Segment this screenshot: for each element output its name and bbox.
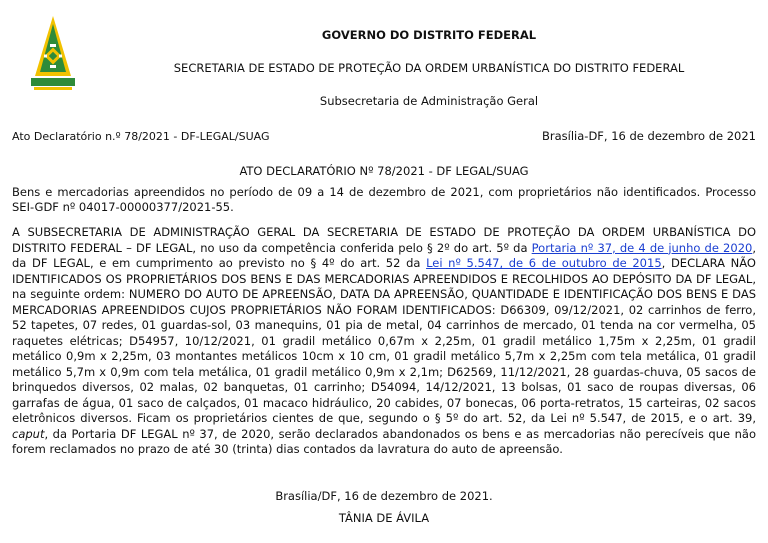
body-paragraph bbox=[12, 225, 756, 458]
document-date: Brasília-DF, 16 de dezembro de 2021 bbox=[542, 129, 756, 143]
portaria-link[interactable]: Portaria nº 37, de 4 de junho de 2020 bbox=[531, 240, 753, 255]
body-intro-text: A SUBSECRETARIA DE ADMINISTRAÇÃO GERAL DA SECRETARIA DE ESTADO DE PROTEÇÃO DA ORDEM URBANÍSTICA DO DISTRITO FEDERAL – DF LEGAL, no uso da competência conferida pelo § 2º do art. 5º da bbox=[12, 225, 756, 255]
header-secretariat: SECRETARIA DE ESTADO DE PROTEÇÃO DA ORDEM URBANÍSTICA DO DISTRITO FEDERAL bbox=[173, 61, 685, 75]
gdf-emblem-icon bbox=[30, 14, 76, 104]
summary-paragraph: Bens e mercadorias apreendidos no período de 09 a 14 de dezembro de 2021, com proprietários não identificados. Processo SEI-GDF nº 04017-00000377/2021-55. bbox=[12, 185, 756, 214]
signatory-name: TÂNIA DE ÁVILA bbox=[338, 511, 430, 525]
body-list-text: , DECLARA NÃO IDENTIFICADOS OS PROPRIETÁRIOS DOS BENS E DAS MERCADORIAS APREENDIDOS E RECOLHIDOS AO DEPÓSITO DA DF LEGAL, na seguinte ordem: NUMERO DO AUTO DE APREENSÃO, DATA DA APREENSÃO, QUANTIDADE E IDENTIFICAÇÃO DOS BENS E DAS MERCADORIAS APREENDIDOS CUJOS PROPRIETÁRIOS NÃO FORAM IDENTIFICADOS: D66309, 09/12/2021, 02 carrinhos de ferro, 52 tapetes, 07 redes, 01 guardas-sol, 03 manequins, 01 pia de metal, 04 carrinhos de mercado, 01 tenda na cor vermelha, 05 raquetes elétricas; D54957, 10/12/2021, 01 gradil metálico 0,67m x 2,25m, 01 gradil metálico 1,75m x 2,25m, 01 gradil metálico 0,9m x 2,25m, 03 montantes metálicos 10cm x 10 cm, 01 gradil metálico 5,7m x 2,25m com tela metálica, 01 gradil metálico 5,7m x 0,9m com tela metálica, 01 gradil metálico 0,9m x 2,1m; D62569, 11/12/2021, 28 guardas-chuva, 05 sacos de brinquedos diversos, 02 malas, 02 banquetas, 01 carrinho; D54094, 14/12/2021, 13 bolsas, 01 saco de roupas diversas, 06 garrafas de água, 01 saco de calçados, 01 macaco hidráulico, 20 cabides, 07 bonecas, 06 porta-retratos, 15 carteiras, 02 sacos eletrônicos diversos. Ficam os proprietários cientes de que, segundo o § 5º do art. 52, da Lei nº 5.547, de 2015, e o art. 39, bbox=[12, 256, 756, 425]
lei-link[interactable]: Lei nº 5.547, de 6 de outubro de 2015 bbox=[426, 256, 662, 270]
body-mid-text: , da DF LEGAL, e em cumprimento ao previsto no § 4º do art. 52 da bbox=[12, 240, 756, 270]
body-end-text: , da Portaria DF LEGAL nº 37, de 2020, serão declarados abandonados os bens e as mercadorias não perecíveis que não forem reclamados no prazo de até 30 (trinta) dias contados da lavratura do auto de apreensão. bbox=[12, 426, 756, 456]
header-subsecretariat: Subsecretaria de Administração Geral bbox=[319, 94, 539, 108]
document-title: ATO DECLARATÓRIO Nº 78/2021 - DF LEGAL/SUAG bbox=[239, 164, 529, 178]
caput-text: caput bbox=[12, 426, 45, 441]
header-title: GOVERNO DO DISTRITO FEDERAL bbox=[321, 28, 537, 42]
closing-date: Brasília/DF, 16 de dezembro de 2021. bbox=[275, 489, 493, 503]
act-reference: Ato Declaratório n.º 78/2021 - DF-LEGAL/SUAG bbox=[12, 130, 270, 143]
